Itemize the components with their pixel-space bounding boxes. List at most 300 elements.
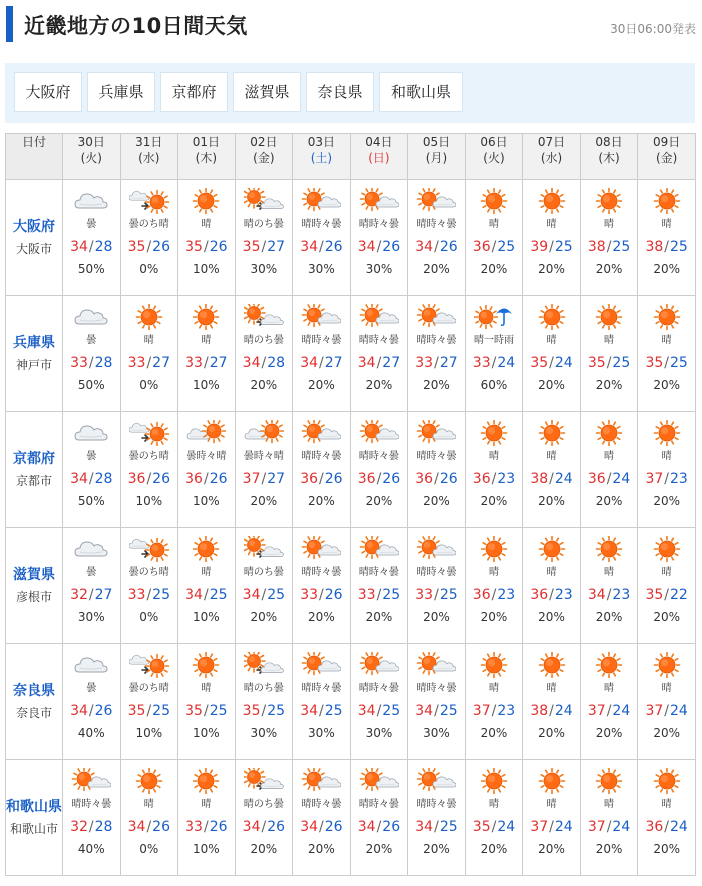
precip-probability: 30% [77, 610, 105, 624]
max-temp: 34 [357, 239, 376, 255]
forecast-cell [638, 760, 696, 876]
temp-separator: / [319, 587, 324, 603]
place-cell [6, 528, 63, 644]
weather-text: 晴のち曇 [243, 219, 284, 230]
weather-text: 曇時々晴 [243, 451, 284, 462]
min-temp: 23 [554, 587, 573, 603]
temp-separator: / [319, 819, 324, 835]
temperature [236, 818, 293, 836]
sun-sometimes-cloud-icon [408, 652, 465, 678]
min-temp: 22 [670, 587, 688, 603]
temperature [178, 702, 235, 720]
forecast-cell [120, 528, 178, 644]
weather-text: 晴時々曇 [358, 567, 399, 578]
weather-text: 晴 [546, 451, 557, 462]
prefecture-link[interactable]: 滋賀県 [13, 567, 55, 583]
sun-sometimes-cloud-icon [351, 420, 408, 446]
precip-probability: 20% [250, 610, 278, 624]
temperature [638, 470, 695, 488]
min-temp: 23 [497, 587, 516, 603]
precip-probability: 20% [653, 262, 680, 276]
cloud-then-sun-icon [121, 652, 178, 678]
weather-text: 晴時々曇 [301, 799, 342, 810]
forecast-cell [120, 412, 178, 528]
cloud-icon [63, 536, 120, 562]
weather-text: 晴 [546, 219, 557, 230]
forecast-cell [408, 412, 466, 528]
sun-sometimes-cloud-icon [408, 420, 465, 446]
sun-icon [638, 652, 695, 678]
min-temp: 25 [439, 703, 458, 719]
prefecture-link[interactable]: 大阪府 [13, 219, 55, 235]
temperature [581, 238, 638, 256]
max-temp: 39 [530, 239, 549, 255]
temperature [178, 818, 235, 836]
sun-sometimes-cloud-icon [293, 304, 350, 330]
pref-button-osaka[interactable]: 大阪府 [14, 72, 82, 112]
temp-separator: / [203, 703, 209, 719]
weather-text: 晴 [604, 567, 615, 578]
sun-icon [523, 188, 580, 214]
max-temp: 36 [127, 471, 146, 487]
max-temp: 36 [472, 587, 491, 603]
sun-icon [178, 768, 235, 794]
temp-separator: / [549, 471, 554, 487]
precip-probability: 30% [365, 262, 393, 276]
min-temp: 25 [497, 239, 516, 255]
temperature [121, 470, 178, 488]
forecast-cell [638, 528, 696, 644]
precip-probability: 60% [480, 378, 508, 392]
date-header [408, 134, 466, 180]
max-temp: 34 [70, 703, 88, 719]
min-temp: 27 [324, 355, 343, 371]
table-row [6, 180, 696, 296]
temp-separator: / [261, 703, 267, 719]
precip-probability: 20% [538, 610, 565, 624]
forecast-cell [408, 644, 466, 760]
temp-separator: / [319, 471, 324, 487]
min-temp: 27 [94, 587, 113, 603]
temp-separator: / [146, 239, 152, 255]
temperature [408, 586, 465, 604]
forecast-cell [235, 180, 293, 296]
min-temp: 27 [267, 471, 286, 487]
max-temp: 34 [127, 819, 146, 835]
weather-text: 晴のち曇 [243, 335, 284, 346]
max-temp: 33 [185, 819, 203, 835]
temp-separator: / [664, 819, 670, 835]
date-header [638, 134, 696, 180]
forecast-cell [178, 180, 236, 296]
max-temp: 33 [127, 355, 146, 371]
weather-text: 晴時々曇 [71, 799, 112, 810]
min-temp: 26 [152, 239, 170, 255]
sun-icon [121, 304, 178, 330]
max-temp: 33 [357, 587, 376, 603]
weather-text: 晴のち曇 [243, 799, 284, 810]
precip-probability: 20% [250, 378, 278, 392]
temperature [351, 586, 408, 604]
temperature [178, 354, 235, 372]
temperature [638, 586, 695, 604]
min-temp: 25 [267, 703, 286, 719]
weather-text: 晴 [604, 335, 615, 346]
weather-text: 晴時々曇 [358, 451, 399, 462]
forecast-cell [63, 412, 121, 528]
date-weekday: (木) [195, 151, 218, 165]
forecast-cell [638, 296, 696, 412]
date-weekday: (火) [80, 151, 102, 165]
sun-sometimes-cloud-icon [351, 652, 408, 678]
max-temp: 34 [242, 587, 261, 603]
max-temp: 35 [242, 703, 261, 719]
forecast-cell [178, 528, 236, 644]
sun-sometimes-cloud-icon [351, 188, 408, 214]
temp-separator: / [88, 819, 94, 835]
temp-separator: / [261, 355, 267, 371]
temperature [581, 470, 638, 488]
sun-then-cloud-icon [236, 536, 293, 562]
temp-separator: / [664, 239, 670, 255]
forecast-cell [408, 296, 466, 412]
temp-separator: / [146, 587, 152, 603]
min-temp: 24 [554, 355, 573, 371]
temp-separator: / [88, 703, 94, 719]
cloud-then-sun-icon [121, 420, 178, 446]
forecast-cell [465, 528, 523, 644]
temp-separator: / [491, 471, 497, 487]
temperature [293, 818, 350, 836]
precip-probability: 30% [308, 262, 335, 276]
min-temp: 23 [670, 471, 688, 487]
date-header [523, 134, 581, 180]
date-day: 04日 [365, 135, 393, 149]
weather-text: 晴のち曇 [243, 567, 284, 578]
forecast-cell [465, 180, 523, 296]
temperature [293, 354, 350, 372]
min-temp: 25 [612, 239, 631, 255]
min-temp: 25 [152, 587, 170, 603]
weather-text: 晴 [201, 683, 212, 694]
table-row [6, 296, 696, 412]
sun-sometimes-cloud-icon [408, 536, 465, 562]
sun-sometimes-cloud-icon [293, 768, 350, 794]
date-weekday: (火) [483, 151, 505, 165]
precip-probability: 20% [595, 610, 623, 624]
min-temp: 27 [152, 355, 170, 371]
date-header [120, 134, 178, 180]
temperature [408, 238, 465, 256]
forecast-cell [235, 528, 293, 644]
min-temp: 26 [267, 819, 286, 835]
max-temp: 34 [415, 703, 434, 719]
precip-probability: 10% [192, 378, 220, 392]
temperature [121, 238, 178, 256]
temperature [523, 702, 580, 720]
min-temp: 25 [324, 703, 343, 719]
weather-text: 晴 [488, 683, 499, 694]
max-temp: 34 [587, 587, 606, 603]
max-temp: 36 [530, 587, 549, 603]
temperature [178, 470, 235, 488]
precip-probability: 50% [77, 262, 105, 276]
sun-sometimes-cloud-icon [293, 536, 350, 562]
min-temp: 25 [670, 355, 688, 371]
max-temp: 32 [70, 819, 88, 835]
forecast-cell [465, 296, 523, 412]
date-day: 30日 [77, 135, 105, 149]
max-temp: 34 [415, 819, 434, 835]
min-temp: 25 [209, 587, 228, 603]
sun-icon [466, 652, 523, 678]
temperature [236, 354, 293, 372]
max-temp: 37 [645, 703, 664, 719]
min-temp: 24 [612, 471, 631, 487]
precip-probability: 20% [595, 726, 623, 740]
max-temp: 34 [300, 355, 319, 371]
min-temp: 27 [209, 355, 228, 371]
sun-sometimes-cloud-icon [351, 536, 408, 562]
temp-separator: / [491, 703, 497, 719]
sun-icon [466, 536, 523, 562]
date-header [235, 134, 293, 180]
weather-text: 晴時々曇 [358, 799, 399, 810]
sun-icon [581, 188, 638, 214]
min-temp: 26 [324, 587, 343, 603]
forecast-cell [293, 528, 351, 644]
weather-text: 曇 [86, 335, 97, 346]
min-temp: 28 [94, 819, 113, 835]
temp-separator: / [606, 703, 612, 719]
page-header [0, 0, 702, 46]
temp-separator: / [434, 587, 439, 603]
min-temp: 24 [497, 355, 516, 371]
temp-separator: / [549, 819, 554, 835]
precip-probability: 20% [365, 610, 393, 624]
forecast-cell [408, 528, 466, 644]
temperature [581, 818, 638, 836]
temp-separator: / [146, 471, 152, 487]
temp-separator: / [319, 355, 324, 371]
table-row [6, 412, 696, 528]
max-temp: 34 [70, 471, 88, 487]
temp-separator: / [434, 819, 439, 835]
min-temp: 25 [439, 587, 458, 603]
temperature [466, 470, 523, 488]
temp-separator: / [434, 471, 439, 487]
temp-separator: / [146, 355, 152, 371]
max-temp: 35 [587, 355, 606, 371]
temperature [581, 354, 638, 372]
temp-separator: / [203, 239, 209, 255]
table-row [6, 644, 696, 760]
sun-rain-icon [466, 304, 523, 330]
date-header [293, 134, 351, 180]
precip-probability: 20% [423, 610, 450, 624]
forecast-cell [523, 760, 581, 876]
pref-button-shiga[interactable]: 滋賀県 [233, 72, 301, 112]
temperature [351, 818, 408, 836]
temperature [466, 354, 523, 372]
temperature [523, 354, 580, 372]
sun-icon [178, 536, 235, 562]
max-temp: 37 [530, 819, 549, 835]
cloud-icon [63, 652, 120, 678]
temp-separator: / [376, 239, 382, 255]
place-cell [6, 180, 63, 296]
temperature [638, 818, 695, 836]
precip-probability: 10% [135, 494, 163, 508]
weather-text: 晴時々曇 [358, 683, 399, 694]
forecast-cell [580, 296, 638, 412]
temperature [293, 702, 350, 720]
max-temp: 33 [415, 587, 434, 603]
precip-probability: 40% [77, 726, 105, 740]
weather-text: 曇 [86, 567, 97, 578]
sun-icon [581, 768, 638, 794]
weather-text: 晴 [661, 683, 672, 694]
max-temp: 37 [645, 471, 664, 487]
temperature [408, 354, 465, 372]
forecast-cell [178, 644, 236, 760]
min-temp: 26 [382, 239, 401, 255]
max-temp: 35 [530, 355, 549, 371]
min-temp: 26 [382, 819, 401, 835]
forecast-cell [350, 296, 408, 412]
sun-icon [121, 768, 178, 794]
temperature [121, 818, 178, 836]
precip-probability: 50% [77, 494, 105, 508]
temp-separator: / [491, 355, 497, 371]
temp-separator: / [664, 355, 670, 371]
max-temp: 33 [300, 587, 319, 603]
min-temp: 25 [382, 703, 401, 719]
max-temp: 35 [127, 703, 146, 719]
temperature [466, 586, 523, 604]
weather-text: 曇のち晴 [128, 451, 169, 462]
weather-text: 晴 [201, 219, 212, 230]
cloud-then-sun-icon [121, 188, 178, 214]
sun-sometimes-cloud-icon [293, 188, 350, 214]
weather-text: 晴 [604, 683, 615, 694]
pref-button-hyogo[interactable]: 兵庫県 [87, 72, 155, 112]
temp-separator: / [664, 703, 670, 719]
min-temp: 28 [267, 355, 286, 371]
temp-separator: / [606, 355, 612, 371]
precip-probability: 20% [653, 494, 680, 508]
precip-probability: 20% [308, 610, 335, 624]
weather-text: 晴 [546, 683, 557, 694]
sun-icon [523, 652, 580, 678]
max-temp: 35 [645, 355, 664, 371]
temperature [293, 470, 350, 488]
date-day: 05日 [422, 135, 451, 149]
precip-probability: 0% [139, 378, 159, 392]
date-weekday: (水) [138, 151, 160, 165]
temp-separator: / [434, 239, 439, 255]
weather-text: 晴 [661, 335, 672, 346]
temperature [638, 354, 695, 372]
min-temp: 24 [612, 703, 631, 719]
temperature [63, 354, 120, 372]
precip-probability: 0% [139, 610, 159, 624]
temp-separator: / [261, 587, 267, 603]
temperature [63, 818, 120, 836]
sun-icon [178, 652, 235, 678]
weather-text: 晴時々曇 [416, 335, 457, 346]
precip-probability: 0% [139, 842, 159, 856]
sun-sometimes-cloud-icon [351, 768, 408, 794]
max-temp: 35 [645, 587, 664, 603]
temperature [63, 470, 120, 488]
min-temp: 25 [439, 819, 458, 835]
prefecture-link[interactable]: 兵庫県 [13, 335, 55, 351]
pref-button-nara[interactable]: 奈良県 [306, 72, 374, 112]
temperature [466, 702, 523, 720]
min-temp: 26 [439, 471, 458, 487]
temp-separator: / [261, 819, 267, 835]
precip-probability: 20% [653, 842, 680, 856]
weather-text: 晴のち曇 [243, 683, 284, 694]
prefecture-link[interactable]: 和歌山県 [6, 799, 62, 815]
temperature [63, 702, 120, 720]
forecast-cell [178, 412, 236, 528]
date-day: 03日 [307, 135, 336, 149]
max-temp: 35 [127, 239, 146, 255]
temperature [523, 818, 580, 836]
sun-icon [638, 304, 695, 330]
sun-sometimes-cloud-icon [351, 304, 408, 330]
min-temp: 26 [324, 471, 343, 487]
temp-separator: / [606, 819, 612, 835]
temperature [121, 354, 178, 372]
date-day: 01日 [192, 135, 220, 149]
min-temp: 28 [94, 471, 113, 487]
precip-probability: 30% [423, 726, 450, 740]
forecast-cell [465, 644, 523, 760]
forecast-cell [293, 296, 351, 412]
forecast-cell [235, 412, 293, 528]
weather-text: 晴 [661, 567, 672, 578]
prefecture-link[interactable]: 奈良県 [13, 683, 55, 699]
precip-probability: 20% [653, 726, 680, 740]
max-temp: 34 [415, 239, 434, 255]
precip-probability: 30% [365, 726, 393, 740]
temperature [523, 238, 580, 256]
precip-probability: 20% [423, 494, 450, 508]
sun-icon [466, 420, 523, 446]
min-temp: 26 [382, 471, 401, 487]
temp-separator: / [88, 239, 94, 255]
forecast-cell [408, 180, 466, 296]
pref-button-wakayama[interactable]: 和歌山県 [379, 72, 463, 112]
prefecture-nav [5, 63, 695, 123]
sun-then-cloud-icon [236, 304, 293, 330]
pref-button-kyoto[interactable]: 京都府 [160, 72, 228, 112]
max-temp: 33 [127, 587, 146, 603]
weather-text: 晴 [488, 567, 499, 578]
temperature [236, 702, 293, 720]
prefecture-link[interactable]: 京都府 [13, 451, 55, 467]
city-name: 奈良市 [15, 706, 52, 720]
precip-probability: 30% [250, 262, 278, 276]
temperature [293, 238, 350, 256]
weather-text: 晴 [201, 335, 212, 346]
min-temp: 24 [497, 819, 516, 835]
precip-probability: 10% [192, 494, 220, 508]
temperature [638, 238, 695, 256]
